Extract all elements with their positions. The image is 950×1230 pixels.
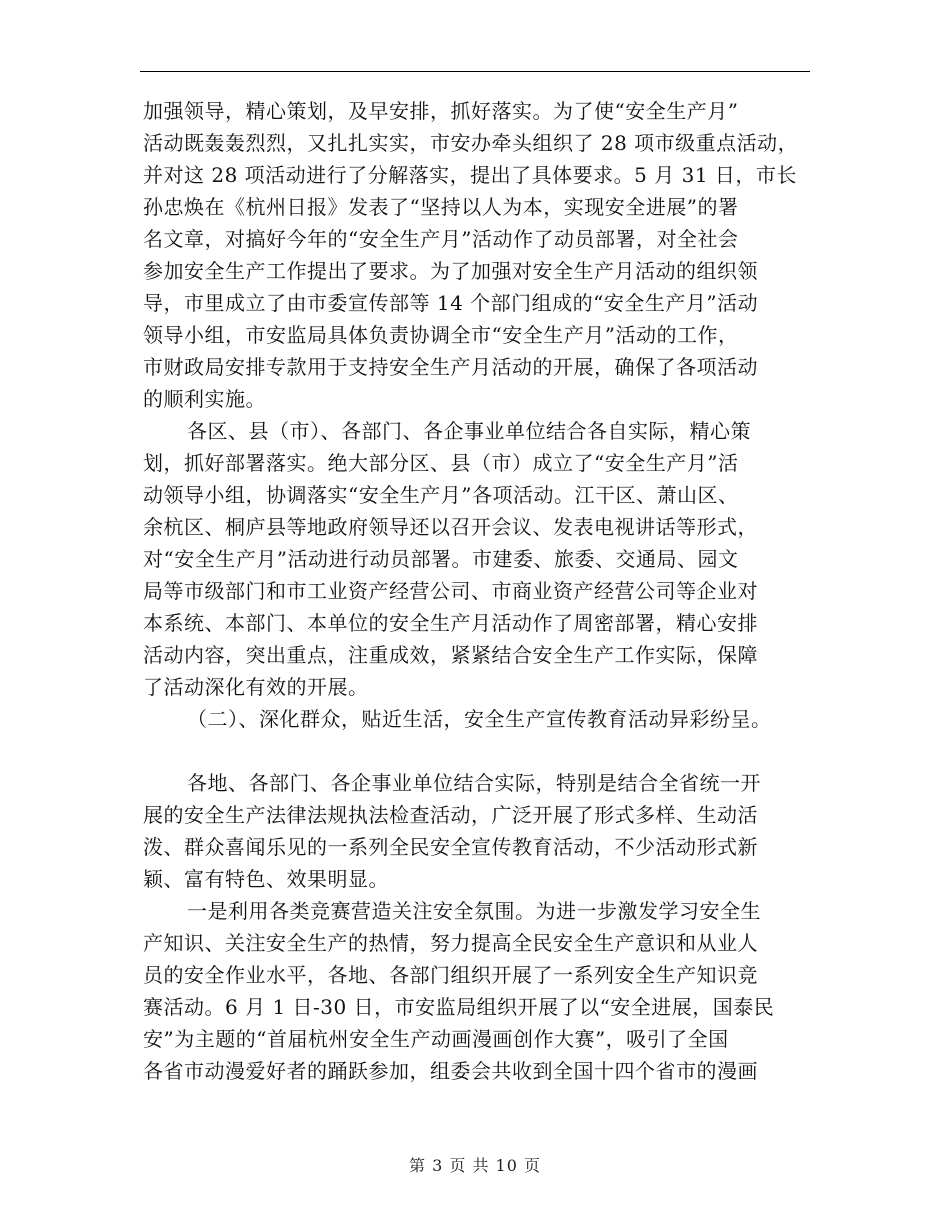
text-line: 孙忠焕在《杭州日报》发表了“坚持以人为本，实现安全进展”的署 xyxy=(143,195,739,219)
header-rule xyxy=(140,71,810,72)
text-line: 的顺利实施。 xyxy=(143,387,266,411)
text-line: 颖、富有特色、效果明显。 xyxy=(143,867,389,891)
text-line: 赛活动。6 月 1 日-30 日，市安监局组织开展了以“安全进展，国泰民 xyxy=(143,995,775,1019)
document-body xyxy=(143,95,811,1087)
text-line: 领导小组，市安监局具体负责协调全市“安全生产月”活动的工作， xyxy=(143,323,739,347)
text-line: 本系统、本部门、本单位的安全生产月活动作了周密部署，精心安排 xyxy=(143,611,758,635)
paragraph-start-line: 各区、县（市）、各部门、各企事业单位结合各自实际，精心策 xyxy=(187,419,751,443)
section-heading: （二）、深化群众，贴近生活，安全生产宣传教育活动异彩纷呈。 xyxy=(187,707,772,731)
text-line: 各省市动漫爱好者的踊跃参加，组委会共收到全国十四个省市的漫画 xyxy=(143,1059,758,1083)
text-line: 安”为主题的“首届杭州安全生产动画漫画创作大赛”，吸引了全国 xyxy=(143,1027,729,1051)
text-line: 加强领导，精心策划，及早安排，抓好落实。为了使“安全生产月” xyxy=(143,99,739,123)
text-line: 并对这 28 项活动进行了分解落实，提出了具体要求。5 月 31 日，市长 xyxy=(143,163,797,187)
text-line: 余杭区、桐庐县等地政府领导还以召开会议、发表电视讲话等形式， xyxy=(143,515,758,539)
text-line: 对“安全生产月”活动进行动员部署。市建委、旅委、交通局、园文 xyxy=(143,547,739,571)
text-line: 参加安全生产工作提出了要求。为了加强对安全生产月活动的组织领 xyxy=(143,259,758,283)
text-line: 员的安全作业水平，各地、各部门组织开展了一系列安全生产知识竞 xyxy=(143,963,758,987)
text-line: 产知识、关注安全生产的热情，努力提高全民安全生产意识和从业人 xyxy=(143,931,758,955)
text-line: 名文章，对搞好今年的“安全生产月”活动作了动员部署，对全社会 xyxy=(143,227,739,251)
text-line: 局等市级部门和市工业资产经营公司、市商业资产经营公司等企业对 xyxy=(143,579,758,603)
text-line: 动领导小组，协调落实“安全生产月”各项活动。江干区、萧山区、 xyxy=(143,483,739,507)
text-line: 展的安全生产法律法规执法检查活动，广泛开展了形式多样、生动活 xyxy=(143,803,758,827)
text-line: 市财政局安排专款用于支持安全生产月活动的开展，确保了各项活动 xyxy=(143,355,758,379)
text-line: 泼、群众喜闻乐见的一系列全民安全宣传教育活动，不少活动形式新 xyxy=(143,835,758,859)
text-line: 了活动深化有效的开展。 xyxy=(143,675,369,699)
text-line: 活动既轰轰烈烈，又扎扎实实，市安办牵头组织了 28 项市级重点活动， xyxy=(143,131,799,155)
text-line: 划，抓好部署落实。绝大部分区、县（市）成立了“安全生产月”活 xyxy=(143,451,739,475)
paragraph-start-line: 各地、各部门、各企事业单位结合实际，特别是结合全省统一开 xyxy=(187,771,761,795)
page-number-footer: 第 3 页 共 10 页 xyxy=(409,1156,541,1175)
paragraph-gap xyxy=(143,735,811,767)
paragraph-start-line: 一是利用各类竞赛营造关注安全氛围。为进一步激发学习安全生 xyxy=(187,899,761,923)
text-line: 导，市里成立了由市委宣传部等 14 个部门组成的“安全生产月”活动 xyxy=(143,291,759,315)
text-line: 活动内容，突出重点，注重成效，紧紧结合安全生产工作实际，保障 xyxy=(143,643,758,667)
